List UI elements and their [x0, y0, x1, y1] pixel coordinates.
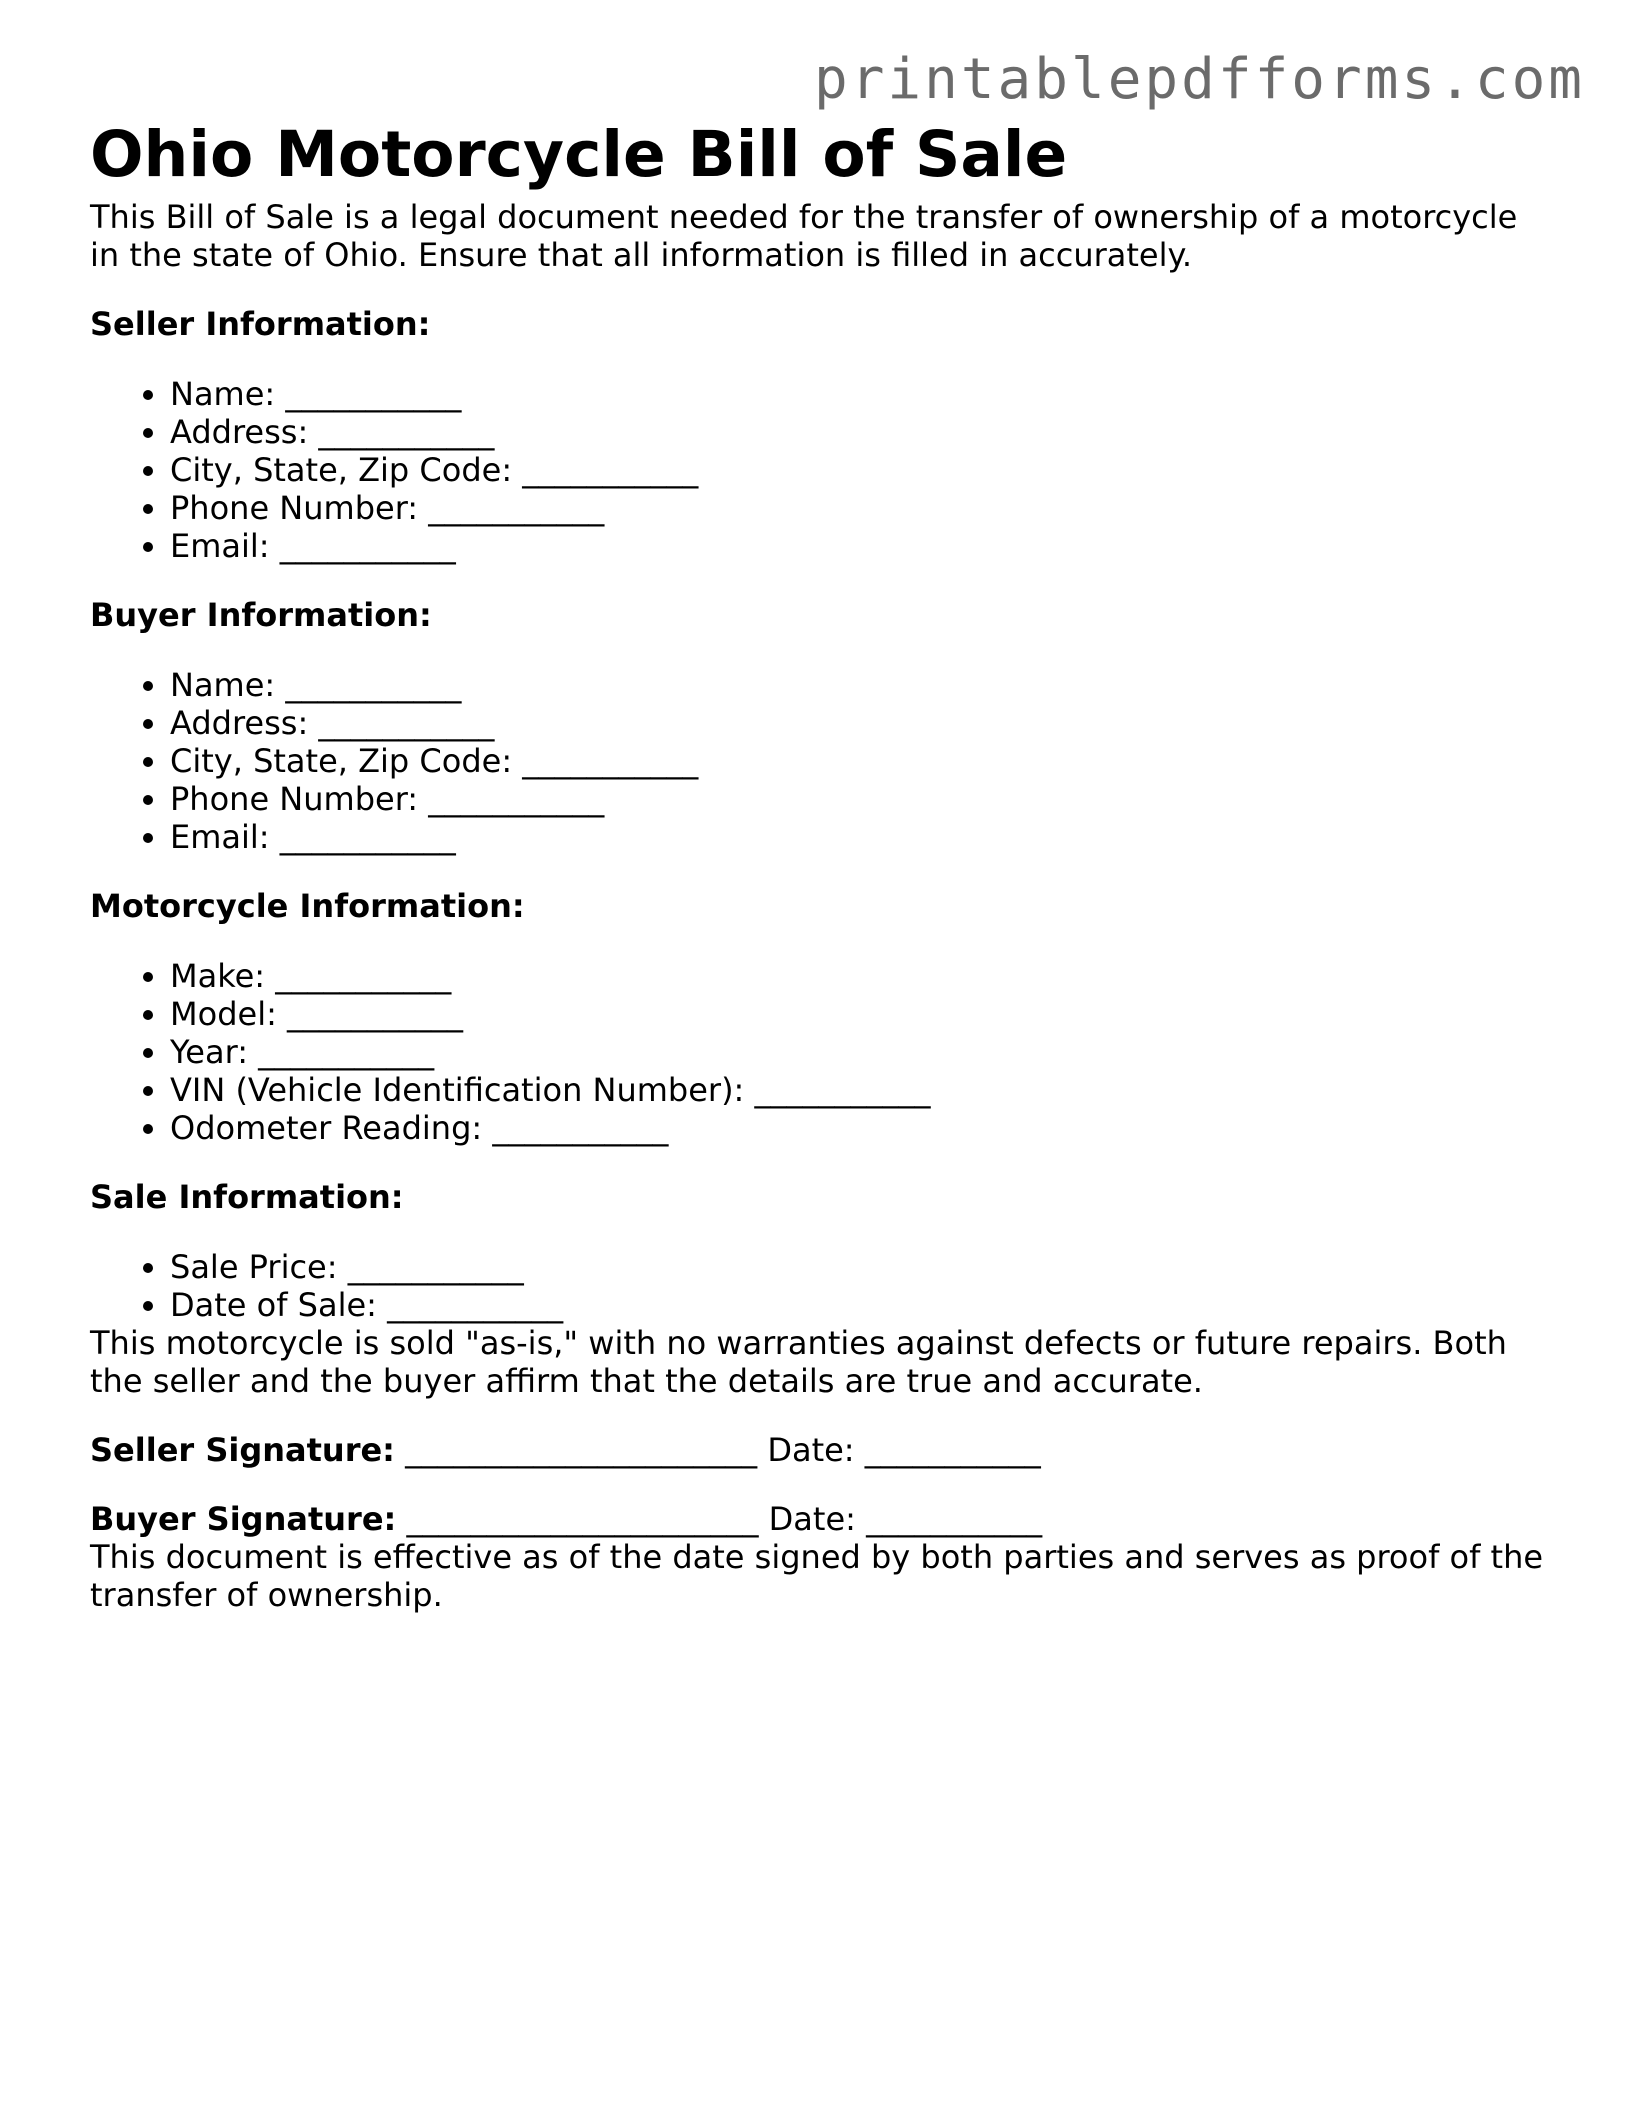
motorcycle-field-list	[90, 957, 1550, 1147]
seller-email-field: • Email: ___________	[170, 527, 1550, 565]
year-field: • Year: ___________	[170, 1033, 1550, 1071]
buyer-email-field: • Email: ___________	[170, 818, 1550, 856]
seller-signature-line	[90, 1431, 1550, 1469]
vin-field: • VIN (Vehicle Identification Number): ___________	[170, 1071, 1550, 1109]
intro-paragraph: This Bill of Sale is a legal document needed for the transfer of ownership of a motorcycle in the state of Ohio. Ensure that all information is filled in accurately.	[90, 198, 1518, 274]
seller-field-list	[90, 375, 1550, 565]
buyer-city-state-zip-field: • City, State, Zip Code: ___________	[170, 742, 1550, 780]
buyer-signature-line	[90, 1500, 1550, 1538]
seller-address-field: • Address: ___________	[170, 413, 1550, 451]
sale-price-field: • Sale Price: ___________	[170, 1248, 1550, 1286]
model-field: • Model: ___________	[170, 995, 1550, 1033]
seller-phone-field: • Phone Number: ___________	[170, 489, 1550, 527]
buyer-signature-label: Buyer Signature:	[90, 1500, 397, 1538]
sale-section-heading: Sale Information:	[90, 1178, 404, 1216]
seller-signature-blanks: ______________________ Date: ___________	[394, 1431, 1041, 1469]
page-title: Ohio Motorcycle Bill of Sale	[90, 118, 1068, 191]
date-of-sale-field: • Date of Sale: ___________	[170, 1286, 1550, 1324]
sale-field-list	[90, 1248, 1550, 1324]
document-page	[90, 112, 1550, 1614]
buyer-name-field: • Name: ___________	[170, 666, 1550, 704]
motorcycle-section-heading: Motorcycle Information:	[90, 887, 525, 925]
seller-city-state-zip-field: • City, State, Zip Code: ___________	[170, 451, 1550, 489]
odometer-field: • Odometer Reading: ___________	[170, 1109, 1550, 1147]
seller-signature-label: Seller Signature:	[90, 1431, 395, 1469]
seller-name-field: • Name: ___________	[170, 375, 1550, 413]
seller-section-heading: Seller Information:	[90, 305, 431, 343]
make-field: • Make: ___________	[170, 957, 1550, 995]
watermark: printablepdfforms.com	[813, 47, 1585, 112]
buyer-signature-blanks: ______________________ Date: ___________	[396, 1500, 1043, 1538]
buyer-address-field: • Address: ___________	[170, 704, 1550, 742]
buyer-section-heading: Buyer Information:	[90, 596, 432, 634]
buyer-phone-field: • Phone Number: ___________	[170, 780, 1550, 818]
as-is-statement: This motorcycle is sold "as-is," with no warranties against defects or future repairs. Both the seller and the buyer affirm that the details are true and accurate.	[90, 1324, 1507, 1400]
buyer-field-list	[90, 666, 1550, 856]
closing-paragraph: This document is effective as of the date signed by both parties and serves as proof of the transfer of ownership.	[90, 1538, 1544, 1614]
